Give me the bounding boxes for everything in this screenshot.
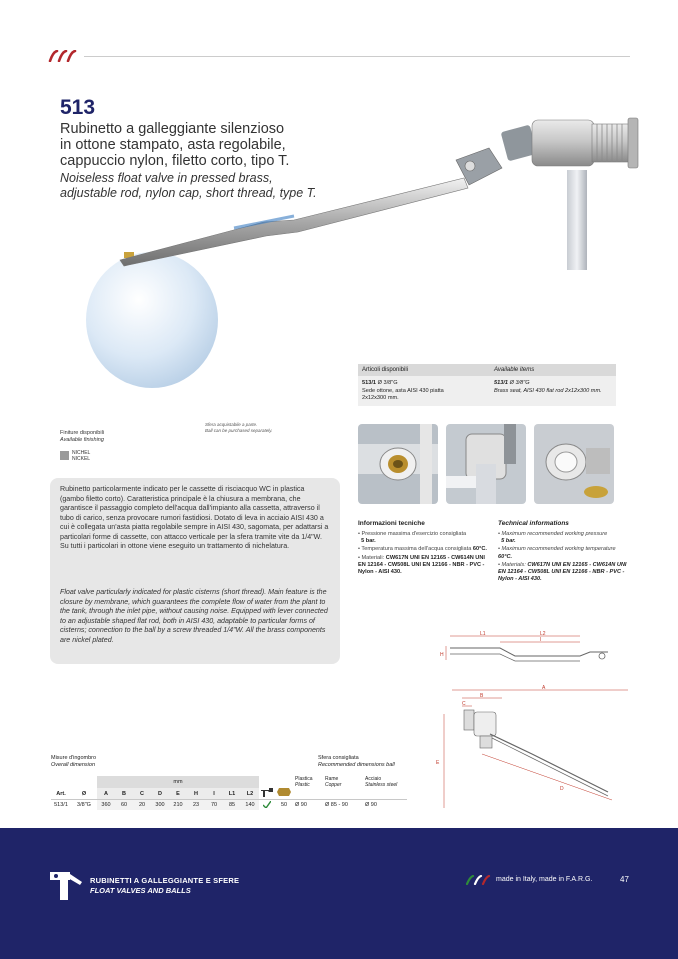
finishes-label: Finiture disponibili Available finishing xyxy=(60,430,105,443)
technical-drawing-valve xyxy=(432,684,632,808)
svg-text:E: E xyxy=(436,760,440,766)
wrench-icon xyxy=(261,788,273,797)
finish-name: NICHEL NICKEL xyxy=(72,450,91,462)
made-in-italy: made in Italy, made in F.A.R.G. xyxy=(496,876,593,883)
title-italian: Rubinetto a galleggiante silenzioso in ottone stampato, asta regolabile, cappuccio nylon, filetto corto, tipo T. xyxy=(60,121,290,169)
brand-logo-icon xyxy=(48,50,78,62)
tech-info-english: Technical informations • Maximum recommended working pressure 5 bar. • Maximum recommended working temperature 60°C. • Materials: CW617N UNI EN 12165 - CW614N UNI EN 12164 - CW508L UNI EN 12166 - NBR - PVC - Nylon - AISI 430. xyxy=(498,520,627,583)
float-ball xyxy=(86,252,218,388)
recommended-ball-title: Sfera consigliata Recommended dimensions ball xyxy=(318,755,395,768)
available-items-table xyxy=(358,364,616,406)
ball-note: Sfera acquistabile a parte. Ball can be purchased separately. xyxy=(205,422,273,433)
svg-text:L2: L2 xyxy=(540,631,546,637)
nut-icon xyxy=(277,788,291,797)
detail-photo-valve-outlet xyxy=(534,424,614,504)
inlet-pipe xyxy=(567,170,587,270)
description-italian: Rubinetto particolarmente indicato per le cassette di risciacquo WC in plastica (gambo filetto corto). Caratteristica principale è la chiusura a membrana, che garantisce il passaggio completo dell'acqua dall'impianto alla cassetta, attraverso il tubo di carico, senza provocare rumori fastidiosi. Dotato di leva in acciaio AISI 430 a cui è collegata un'asta piatta regolabile sempre in AISI 430, sagomata, per adattarsi a particolari forme di cassette, con attacco verticale per la sfera tramite vite da 1/4"W. Su tutti i particolari in ottone viene eseguito un trattamento di nichelatura. xyxy=(60,485,329,550)
valve-body xyxy=(532,120,594,166)
page-number: 47 xyxy=(620,875,629,884)
available-items-row: 513/1 Ø 3/8"G Sede ottone, asta AISI 430 piatta 2x12x300 mm. 513/1 Ø 3/8"G Brass seat, AISI 430 flat rod 2x12x300 mm. xyxy=(358,376,616,406)
technical-drawing-rod xyxy=(440,628,620,678)
footer-category-italian: RUBINETTI A GALLEGGIANTE E SFERE xyxy=(90,876,240,885)
svg-text:D: D xyxy=(560,786,564,792)
title-english: Noiseless float valve in pressed brass, adjustable rod, nylon cap, short thread, type T. xyxy=(60,171,317,200)
svg-text:I: I xyxy=(540,637,542,643)
dimensions-title: Misure d'ingombro Overall dimension xyxy=(51,755,97,768)
dimensions-data-row: 513/1 3/8"G 360 60 20 300 210 23 70 85 140 50 Ø 90 Ø 85 - 90 Ø 90 xyxy=(51,800,407,811)
detail-photo-valve-inlet xyxy=(358,424,438,504)
footer-category-english: FLOAT VALVES AND BALLS xyxy=(90,886,191,895)
tech-info-italian: Informazioni tecniche • Pressione massima d'esercizio consigliata 5 bar. • Temperatura massima dell'acqua consigliata 60°C. • Materiali: CW617N UNI EN 12165 - CW614N UNI EN 12164 - CW508L UNI EN 12166 - NBR - PVC - Nylon - AISI 430. xyxy=(358,520,487,576)
svg-text:B: B xyxy=(480,693,484,699)
valve-nut xyxy=(628,118,638,168)
svg-text:H: H xyxy=(440,652,444,658)
float-rod xyxy=(120,178,468,266)
float-valve-icon xyxy=(50,870,84,902)
nickel-swatch xyxy=(60,451,69,460)
detail-photo-valve-body xyxy=(446,424,526,504)
check-icon xyxy=(263,801,271,808)
svg-text:A: A xyxy=(542,685,546,691)
description-english: Float valve particularly indicated for plastic cisterns (short thread). Main feature is the closure by membrane, which guarantees the complete flow of water from the plant to the tank, through the inlet pipe, without causing noise. Equipped with lever connected to an adjustable shaped flat rod, both in AISI 430, adaptable to particular forms of cisterns; connection to the ball by a screw threaded 1/4"W. All the brass components are nickel plated. xyxy=(60,588,328,644)
available-items-header: Articoli disponibili Available items xyxy=(358,364,616,376)
brand-logo-icon xyxy=(466,875,492,885)
svg-text:C: C xyxy=(462,701,466,707)
svg-text:L1: L1 xyxy=(480,631,486,637)
model-number: 513 xyxy=(60,96,96,119)
dimensions-header-row: Art. Ø A B C D E H I L1 L2 xyxy=(51,788,407,800)
header-divider xyxy=(84,56,630,57)
valve-thread xyxy=(592,124,630,162)
dimensions-table: mm Plastica Plastic Rame Copper Acciaio Stainless steel Art. Ø A B C D E H I L1 L2 513/1 3/8"G 360 60 20 300 210 23 70 85 140 50 Ø 90 Ø 85 - 90 Ø 90 xyxy=(51,776,407,810)
